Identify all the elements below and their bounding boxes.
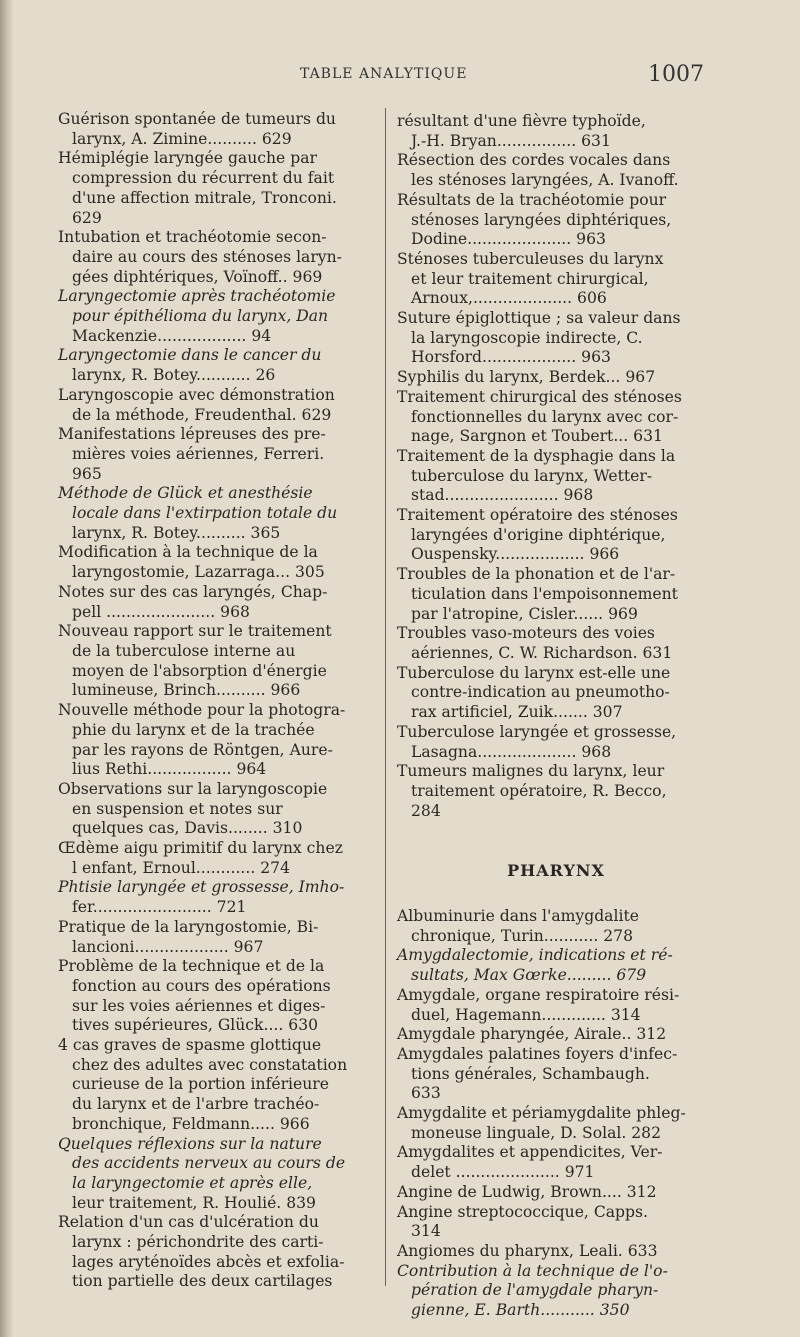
index-entry-line: larynx : périchondrite des carti- (72, 1233, 324, 1252)
index-entry-line: 629 (72, 208, 102, 227)
index-entry (397, 907, 715, 946)
index-entry-text (58, 622, 376, 701)
index-entry-line: ticulation dans l'empoisonnement (411, 584, 678, 603)
index-entry-line: Manifestations lépreuses des pre- (58, 425, 326, 444)
index-entry (397, 946, 715, 985)
index-entry-line: Amygdales palatines foyers d'infec- (397, 1044, 678, 1063)
index-entry (58, 484, 376, 543)
index-entry-line: rax artificiel, Zuik....... 307 (411, 703, 623, 722)
index-entry (58, 110, 376, 149)
index-entry-line: Traitement chirurgical des sténoses (397, 387, 682, 406)
index-entry-line: 4 cas graves de spasme glottique (58, 1036, 322, 1055)
right-column (397, 112, 715, 1321)
index-entry-text (397, 762, 715, 821)
index-entry (397, 1143, 715, 1182)
index-entry-text (397, 986, 715, 1025)
index-entry-text (58, 918, 376, 957)
index-entry-line: l enfant, Ernoul............ 274 (72, 858, 291, 877)
index-entry (58, 878, 376, 917)
index-entry-line: delet ..................... 971 (411, 1163, 595, 1182)
column-divider (385, 108, 386, 1286)
index-entry-line: lumineuse, Brinch.......... 966 (72, 681, 301, 700)
index-entry (397, 447, 715, 506)
index-entry-line: Résultats de la trachéotomie pour (397, 190, 667, 209)
index-entry-line: lages aryténoïdes abcès et exfolia- (72, 1252, 345, 1271)
index-entry-line: Phtisie laryngée et grossesse, Imho- (58, 878, 345, 897)
index-entry-text (397, 250, 715, 309)
index-entry-line: Angine de Ludwig, Brown.... 312 (397, 1182, 657, 1201)
index-entry (58, 287, 376, 346)
index-entry (58, 1135, 376, 1214)
index-entry (58, 780, 376, 839)
index-entry-line: daire au cours des sténoses laryn- (72, 247, 342, 266)
index-entry-text (397, 388, 715, 447)
index-entry (58, 386, 376, 425)
index-entry-line: curieuse de la portion inférieure (72, 1075, 329, 1094)
index-entry-line: du larynx et de l'arbre trachéo- (72, 1095, 320, 1114)
index-entry-text (397, 1025, 715, 1045)
index-entry-line: Dodine..................... 963 (411, 230, 606, 249)
index-entry-line: Troubles vaso-moteurs des voies (397, 624, 655, 643)
index-entry (397, 1045, 715, 1104)
index-entry-line: moyen de l'absorption d'énergie (72, 661, 327, 680)
index-entry-line: leur traitement, R. Houlié. 839 (72, 1193, 316, 1212)
index-entry-line: pour épithélioma du larynx, Dan (72, 307, 329, 326)
page-number: 1007 (648, 62, 704, 87)
index-entry (397, 1242, 715, 1262)
index-entry-line: tions générales, Schambaugh. (411, 1064, 650, 1083)
index-entry-line: Quelques réflexions sur la nature (58, 1134, 322, 1153)
index-entry-line: gienne, E. Barth........... 350 (411, 1301, 630, 1320)
index-entry-line: Hémiplégie laryngée gauche par (58, 149, 317, 168)
index-entry-line: Ouspensky.................. 966 (411, 545, 620, 564)
index-entry-line: Notes sur des cas laryngés, Chap- (58, 582, 328, 601)
index-entry-line: larynx, R. Botey.......... 365 (72, 523, 281, 542)
index-entry-line: 314 (411, 1222, 441, 1241)
index-entry (58, 228, 376, 287)
index-entry-line: Amygdalectomie, indications et ré- (397, 946, 673, 965)
index-entry-line: Sténoses tuberculeuses du larynx (397, 249, 664, 268)
index-entry-line: Horsford................... 963 (411, 348, 611, 367)
index-entry-text (58, 543, 376, 582)
index-entry-line: Contribution à la technique de l'o- (397, 1261, 668, 1280)
index-entry-line: Nouveau rapport sur le traitement (58, 622, 332, 641)
left-column (58, 110, 376, 1292)
index-entry-line: de la méthode, Freudenthal. 629 (72, 405, 332, 424)
index-entry-line: Intubation et trachéotomie secon- (58, 228, 327, 247)
index-entry-line: locale dans l'extirpation totale du (72, 504, 338, 523)
index-entry-line: contre-indication au pneumotho- (411, 683, 670, 702)
index-entry-text (58, 287, 376, 346)
index-entry-text (58, 957, 376, 1036)
index-entry (397, 112, 715, 151)
index-entry-line: d'une affection mitrale, Tronconi. (72, 188, 337, 207)
index-entry-text (397, 565, 715, 624)
index-entry-text (397, 946, 715, 985)
index-entry-line: pération de l'amygdale pharyn- (411, 1281, 659, 1300)
index-entry-line: sténoses laryngées diphtériques, (411, 210, 672, 229)
index-entry-text (397, 112, 715, 151)
index-entry (58, 346, 376, 385)
index-entry-text (397, 1242, 715, 1262)
index-entry-text (397, 191, 715, 250)
index-entry-line: Suture épiglottique ; sa valeur dans (397, 309, 681, 328)
index-entry (58, 1213, 376, 1292)
index-entry (397, 1104, 715, 1143)
index-entry-line: laryngostomie, Lazarraga... 305 (72, 563, 325, 582)
index-entry-line: par les rayons de Röntgen, Aure- (72, 740, 333, 759)
index-entry (397, 664, 715, 723)
index-entry-line: moneuse linguale, D. Solal. 282 (411, 1123, 662, 1142)
index-entry-line: Tumeurs malignes du larynx, leur (397, 762, 665, 781)
index-entry-text (58, 701, 376, 780)
index-entry-text (58, 1036, 376, 1135)
index-entry (397, 191, 715, 250)
index-entry-text (397, 309, 715, 368)
index-entry-line: 965 (72, 464, 102, 483)
index-entry (58, 425, 376, 484)
index-entry-line: chez des adultes avec constatation (72, 1055, 348, 1074)
index-entry-line: 284 (411, 801, 441, 820)
index-entry-line: aériennes, C. W. Richardson. 631 (411, 643, 673, 662)
index-entry-line: compression du récurrent du fait (72, 169, 335, 188)
index-entry (58, 622, 376, 701)
index-entry-text (58, 878, 376, 917)
section-heading-pharynx: PHARYNX (507, 861, 605, 881)
index-entry-line: laryngées d'origine diphtérique, (411, 525, 666, 544)
index-entry-line: duel, Hagemann............. 314 (411, 1005, 641, 1024)
index-entry-line: et leur traitement chirurgical, (411, 269, 649, 288)
index-entry-line: Relation d'un cas d'ulcération du (58, 1213, 319, 1232)
page-binding-shadow (0, 0, 14, 1337)
index-entry (397, 1203, 715, 1242)
index-entry-line: la laryngectomie et après elle, (72, 1173, 313, 1192)
index-entry-line: Méthode de Glück et anesthésie (58, 484, 313, 503)
index-entry-line: fonction au cours des opérations (72, 976, 331, 995)
pharynx-entries (397, 907, 715, 1321)
index-entry-line: quelques cas, Davis........ 310 (72, 819, 303, 838)
index-entry-line: sultats, Max Gœrke......... 679 (411, 966, 647, 985)
index-entry-text (397, 1183, 715, 1203)
index-entry-line: Pratique de la laryngostomie, Bi- (58, 917, 319, 936)
index-entry-line: résultant d'une fièvre typhoïde, (397, 112, 646, 130)
index-entry-text (58, 583, 376, 622)
index-entry-line: Modification à la technique de la (58, 543, 318, 562)
index-entry-text (397, 447, 715, 506)
index-entry-line: Observations sur la laryngoscopie (58, 779, 328, 798)
index-entry-line: J.-H. Bryan................ 631 (411, 131, 611, 150)
index-entry-line: Amygdalite et périamygdalite phleg- (397, 1104, 686, 1123)
index-entry-line: phie du larynx et de la trachée (72, 720, 315, 739)
index-entry (58, 543, 376, 582)
index-entry-line: Problème de la technique et de la (58, 957, 325, 976)
index-entry-text (58, 780, 376, 839)
index-entry (397, 388, 715, 447)
index-entry-text (397, 151, 715, 190)
index-entry-line: par l'atropine, Cisler...... 969 (411, 604, 638, 623)
index-entry (58, 957, 376, 1036)
index-entry (397, 506, 715, 565)
index-entry-text (58, 839, 376, 878)
index-entry-line: Syphilis du larynx, Berdek... 967 (397, 368, 656, 387)
index-entry (58, 701, 376, 780)
index-entry-text (58, 386, 376, 425)
index-entry-line: Mackenzie.................. 94 (72, 326, 272, 345)
index-entry-line: de la tuberculose interne au (72, 641, 296, 660)
index-entry-line: chronique, Turin........... 278 (411, 926, 633, 945)
index-entry (58, 839, 376, 878)
index-entry-text (58, 1135, 376, 1214)
index-entry-line: bronchique, Feldmann..... 966 (72, 1114, 310, 1133)
index-entry (397, 723, 715, 762)
index-entry (58, 918, 376, 957)
index-entry-line: 633 (411, 1084, 441, 1103)
index-entry (397, 151, 715, 190)
index-entry-text (58, 228, 376, 287)
index-entry-text (397, 1262, 715, 1321)
index-entry-text (58, 1213, 376, 1292)
index-entry-line: traitement opératoire, R. Becco, (411, 781, 667, 800)
index-entry-text (397, 506, 715, 565)
index-entry-line: Guérison spontanée de tumeurs du (58, 110, 336, 128)
index-entry (397, 762, 715, 821)
index-entry (397, 309, 715, 368)
index-entry-line: Laryngoscopie avec démonstration (58, 385, 335, 404)
index-entry-line: tuberculose du larynx, Wetter- (411, 466, 653, 485)
index-entry-line: pell ...................... 968 (72, 602, 250, 621)
index-entry-line: Nouvelle méthode pour la photogra- (58, 701, 346, 720)
index-entry-line: Résection des cordes vocales dans (397, 151, 671, 170)
index-entry-line: en suspension et notes sur (72, 799, 283, 818)
right-column-entries (397, 112, 715, 821)
index-entry-text (397, 1203, 715, 1242)
index-entry (397, 1262, 715, 1321)
index-entry-text (397, 723, 715, 762)
index-entry-text (397, 368, 715, 388)
index-entry-line: stad....................... 968 (411, 486, 594, 505)
index-entry (397, 565, 715, 624)
index-entry-line: Traitement opératoire des sténoses (397, 506, 678, 525)
index-entry-line: sur les voies aériennes et diges- (72, 996, 326, 1015)
index-entry (397, 250, 715, 309)
index-entry-line: Angine streptococcique, Capps. (397, 1202, 648, 1221)
index-entry-line: Amygdalites et appendicites, Ver- (397, 1143, 663, 1162)
index-entry-line: mières voies aériennes, Ferreri. (72, 444, 325, 463)
index-entry-line: tives supérieures, Glück.... 630 (72, 1016, 319, 1035)
index-entry-line: Albuminurie dans l'amygdalite (397, 907, 639, 926)
index-entry-line: larynx, A. Zimine.......... 629 (72, 129, 292, 148)
index-entry-text (397, 907, 715, 946)
index-entry-line: la laryngoscopie indirecte, C. (411, 328, 643, 347)
index-entry-text (397, 1045, 715, 1104)
index-entry-line: gées diphtériques, Voïnoff.. 969 (72, 267, 323, 286)
index-entry-line: les sténoses laryngées, A. Ivanoff. (411, 171, 679, 190)
running-header (0, 62, 800, 88)
index-entry-line: fer........................ 721 (72, 898, 247, 917)
index-entry-line: Laryngectomie après trachéotomie (58, 287, 336, 306)
index-entry (397, 368, 715, 388)
index-entry-line: lancioni................... 967 (72, 937, 264, 956)
index-entry-text (397, 664, 715, 723)
index-entry-line: larynx, R. Botey........... 26 (72, 366, 276, 385)
index-entry-line: Œdème aigu primitif du larynx chez (58, 839, 343, 858)
index-entry-line: Tuberculose du larynx est-elle une (397, 663, 671, 682)
index-entry-text (58, 484, 376, 543)
index-entry-line: tion partielle des deux cartilages (72, 1272, 333, 1291)
index-entry-line: Traitement de la dysphagie dans la (397, 446, 676, 465)
index-entry (397, 1183, 715, 1203)
index-entry-line: Angiomes du pharynx, Leali. 633 (397, 1241, 658, 1260)
index-entry (397, 624, 715, 663)
index-entry (58, 149, 376, 228)
index-entry-line: lius Rethi................. 964 (72, 760, 267, 779)
header-title: TABLE ANALYTIQUE (300, 66, 468, 82)
index-entry-line: Laryngectomie dans le cancer du (58, 346, 322, 365)
index-entry (58, 583, 376, 622)
index-entry-line: Tuberculose laryngée et grossesse, (397, 722, 677, 741)
index-entry-line: Lasagna.................... 968 (411, 742, 612, 761)
index-entry-text (397, 624, 715, 663)
index-entry-line: fonctionnelles du larynx avec cor- (411, 407, 679, 426)
index-entry-text (58, 149, 376, 228)
index-entry-line: nage, Sargnon et Toubert... 631 (411, 427, 663, 446)
index-entry-line: Arnoux,.................... 606 (411, 289, 607, 308)
index-entry-text (397, 1104, 715, 1143)
index-entry-text (397, 1143, 715, 1182)
index-entry (397, 1025, 715, 1045)
index-entry-line: Amygdale pharyngée, Airale.. 312 (397, 1025, 667, 1044)
index-entry-line: Amygdale, organe respiratoire rési- (397, 985, 680, 1004)
index-entry (397, 986, 715, 1025)
index-entry-text (58, 425, 376, 484)
index-entry-text (58, 110, 376, 149)
index-entry-text (58, 346, 376, 385)
index-entry (58, 1036, 376, 1135)
index-entry-line: Troubles de la phonation et de l'ar- (397, 565, 676, 584)
index-entry-line: des accidents nerveux au cours de (72, 1154, 346, 1173)
